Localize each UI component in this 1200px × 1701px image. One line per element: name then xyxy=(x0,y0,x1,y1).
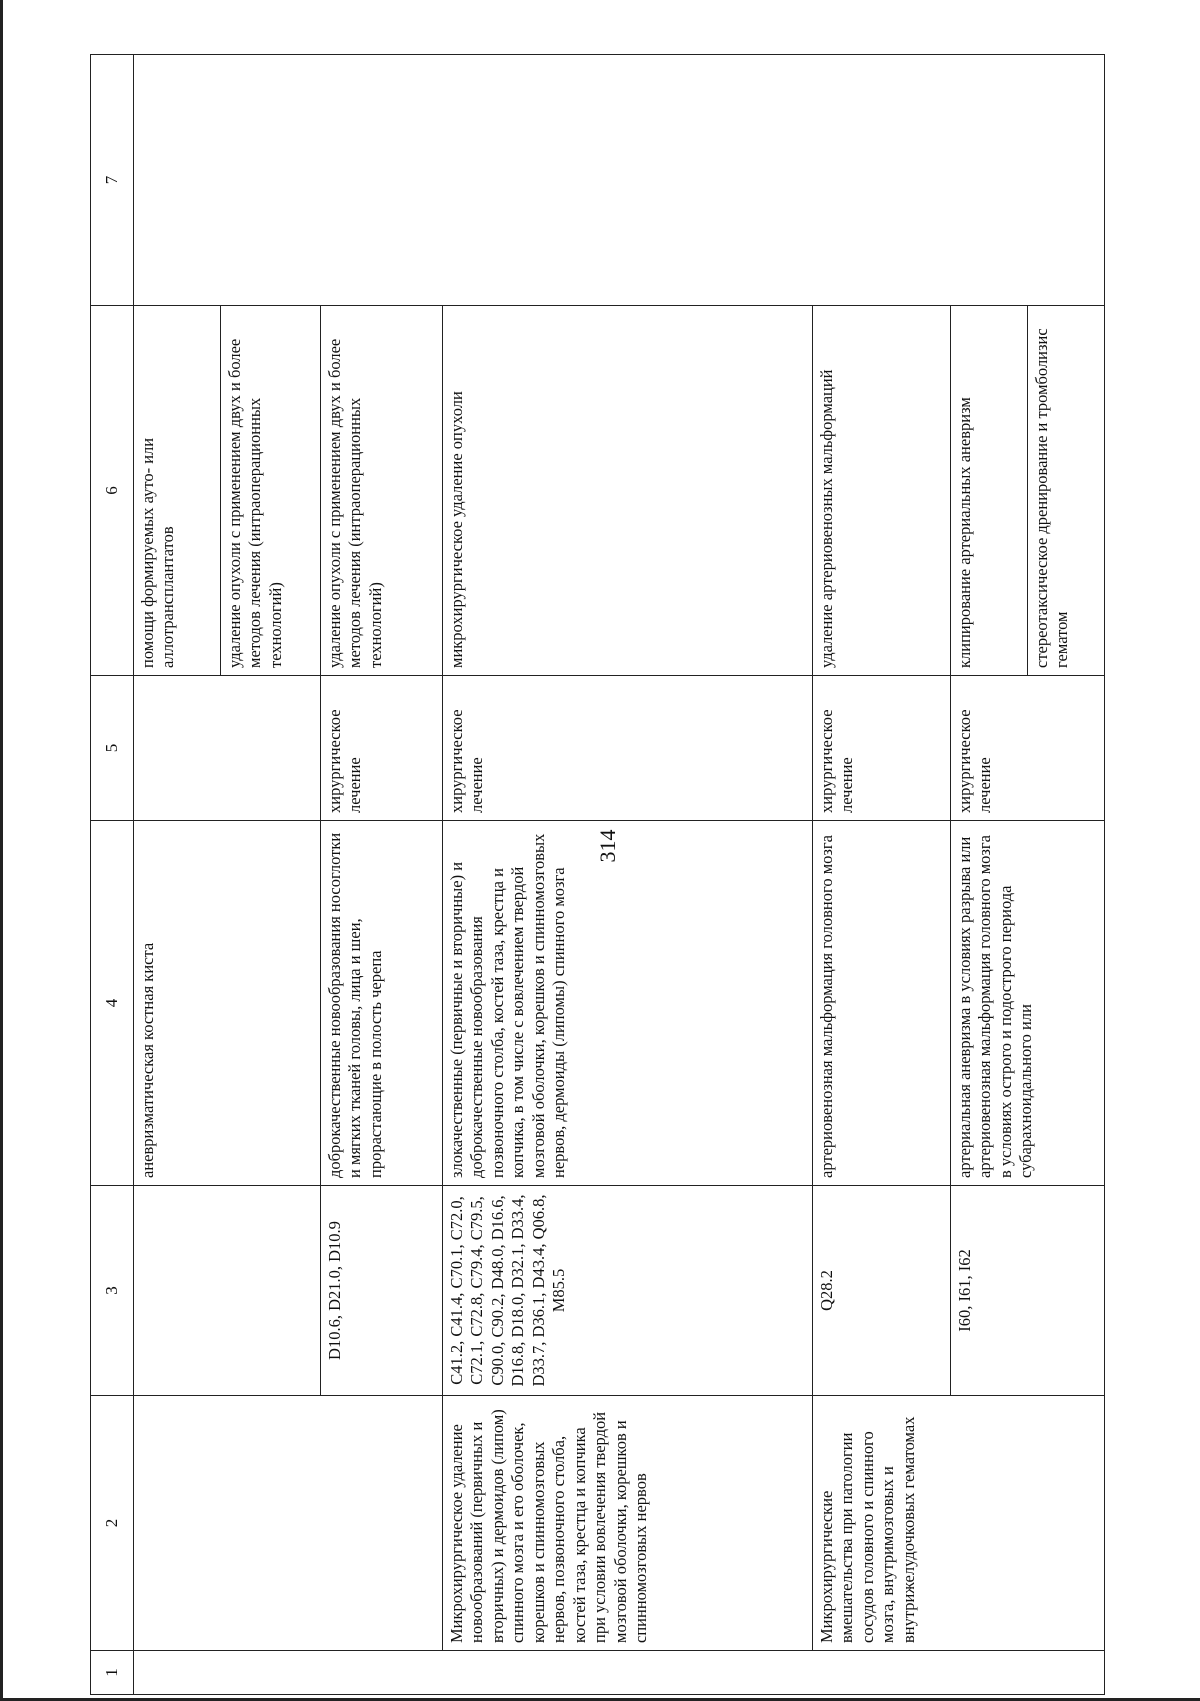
col3-cell: C41.2, C41.4, C70.1, C72.0, C72.1, C72.8, C79.4, C79.5, C90.0, C90.2, D48.0, D16.6, D16.8, D18.0, D32.1, D33.4, D33.7, D36.1, D43.4, Q06.8, M85.5 xyxy=(443,1186,813,1396)
col7-cell xyxy=(134,55,1105,306)
header-col-6: 6 xyxy=(91,306,134,676)
col2-cell: Микрохирургическое удаление новообразований (первичных и вторичных) и дермоидов (липом) спинного мозга и его оболочек, корешков и спинномозговых нервов, позвоночного столба, костей таза, крестца и копчика при условии вовлечения твердой мозговой оболочки, корешков и спинномозговых нервов xyxy=(443,1396,813,1651)
col2-cell: Микрохирургические вмешательства при патологии сосудов головного и спинного мозга, внутримозговых и внутрижелудочковых гематомах xyxy=(813,1396,1105,1651)
header-col-5: 5 xyxy=(91,676,134,821)
header-col-3: 3 xyxy=(91,1186,134,1396)
col3-cell: D10.6, D21.0, D10.9 xyxy=(321,1186,443,1396)
header-row xyxy=(91,55,134,1695)
col6-cell: удаление опухоли с применением двух и более методов лечения (интраоперационных технологий) xyxy=(221,306,321,676)
col6-cell: удаление опухоли с применением двух и более методов лечения (интраоперационных технологий) xyxy=(321,306,443,676)
col3-cell xyxy=(134,1186,321,1396)
col5-cell: хирургическое лечение xyxy=(321,676,443,821)
header-col-1: 1 xyxy=(91,1651,134,1695)
col6-subtable xyxy=(951,306,1104,675)
col2-cell xyxy=(134,1396,443,1651)
col4-cell: аневризматическая костная киста xyxy=(134,821,321,1186)
col4-cell: злокачественные (первичные и вторичные) и доброкачественные новообразования позвоночного столба, костей таза, крестца и копчика, в том числе с вовлечением твердой мозговой оболочки, корешков и спинномозговых нервов, дермоиды (липомы) спинного мозга xyxy=(443,821,813,1186)
col5-cell: хирургическое лечение xyxy=(443,676,813,821)
col5-cell: хирургическое лечение xyxy=(813,676,951,821)
table-row xyxy=(134,55,221,1695)
col3-cell: I60, I61, I62 xyxy=(951,1186,1105,1396)
col6-cell: клипирование артериальных аневризм xyxy=(955,397,974,668)
header-col-2: 2 xyxy=(91,1396,134,1651)
col5-cell xyxy=(134,676,321,821)
col4-cell: артериовенозная мальформация головного мозга xyxy=(813,821,951,1186)
col3-cell: Q28.2 xyxy=(813,1186,951,1396)
rotated-table-container xyxy=(90,55,1105,1695)
page-number: 314 xyxy=(595,829,620,863)
col6-cell: микрохирургическое удаление опухоли xyxy=(443,306,813,676)
col6-cell: помощи формируемых ауто- или аллотрансплантатов xyxy=(134,306,221,676)
col6-split-cell xyxy=(951,306,1105,676)
col6-cell: стереотаксическое дренирование и тромболизис гематом xyxy=(1028,306,1105,675)
col6-cell: удаление артериовенозных мальформаций xyxy=(813,306,951,676)
col4-cell: доброкачественные новообразования носоглотки и мягких тканей головы, лица и шеи, прорастающие в полость черепа xyxy=(321,821,443,1186)
header-col-4: 4 xyxy=(91,821,134,1186)
medical-services-table xyxy=(90,54,1105,1695)
col5-cell: хирургическое лечение xyxy=(951,676,1105,821)
col1-cell xyxy=(134,1651,1105,1695)
header-col-7: 7 xyxy=(91,55,134,306)
col4-cell: артериальная аневризма в условиях разрыва или артериовенозная мальформация головного мозга в условиях острого и подострого периода субарахноидального или xyxy=(951,821,1105,1186)
